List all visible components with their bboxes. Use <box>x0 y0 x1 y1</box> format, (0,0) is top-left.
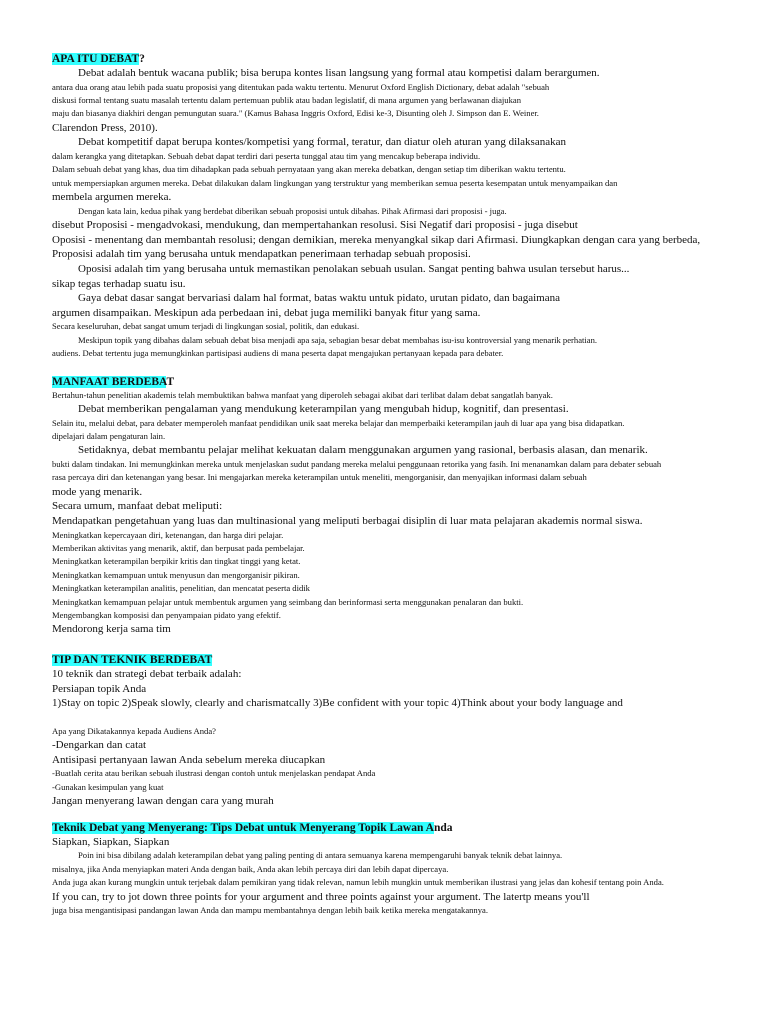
section-body <box>52 667 768 809</box>
text-line: Secara umum, manfaat debat meliputi: <box>52 500 223 513</box>
text-line: -Dengarkan dan catat <box>52 739 147 752</box>
text-line: Mengembangkan komposisi dan penyampaian pidato yang efektif. <box>52 610 281 621</box>
heading-rest: nda <box>433 821 453 834</box>
text-line: Proposisi adalah tim yang berusaha untuk mendapatkan penerimaan terhadap sebuah proposisi. <box>52 248 471 261</box>
text-line: audiens. Debat tertentu juga memungkinkan partisipasi audiens di mana peserta dapat mengajukan pertanyaan kepada para debater. <box>52 348 504 359</box>
text-line: misalnya, jika Anda menyiapkan materi Anda dengan baik, Anda akan lebih percaya diri dan lebih dapat dipercaya. <box>52 863 449 874</box>
text-line: Meningkatkan kepercayaan diri, ketenangan, dan harga diri pelajar. <box>52 529 284 540</box>
text-line: Meskipun topik yang dibahas dalam sebuah debat bisa menjadi apa saja, sebagian besar debat membahas isu-isu kontroversial yang menarik perhatian. <box>78 334 598 345</box>
text-line: Selain itu, melalui debat, para debater memperoleh manfaat pendidikan unik saat mereka belajar dan memperbaiki keterampilan jauh di luar apa yang bisa didapatkan. <box>52 417 625 428</box>
text-line: dipelajari dalam pengaturan lain. <box>52 431 166 441</box>
text-line: Meningkatkan keterampilan berpikir kritis dan tingkat tinggi yang ketat. <box>52 556 301 567</box>
text-line: rasa percaya diri dan ketenangan yang besar. Ini mengajarkan mereka keterampilan untuk meneliti, mengorganisir, dan menyajikan informasi dalam sebuah <box>52 472 587 483</box>
text-line: diskusi formal tentang suatu masalah tertentu dalam pertemuan publik atau badan legislatif, di mana argumen yang berlawanan diajukan <box>52 95 522 105</box>
text-line: Mendorong kerja sama tim <box>52 623 171 636</box>
text-line: Anda juga akan kurang mungkin untuk terjebak dalam pemikiran yang tidak relevan, namun lebih mungkin untuk memberikan ilustrasi yang jelas dan kohesif tentang poin Anda. <box>52 877 664 888</box>
text-line: Meningkatkan kemampuan untuk menyusun dan mengorganisir pikiran. <box>52 569 300 580</box>
text-line: Debat adalah bentuk wacana publik; bisa berupa kontes lisan langsung yang formal atau kompetisi dalam berargumen. <box>78 67 600 79</box>
text-line: Oposisi - menentang dan membantah resolusi; dengan demikian, mereka menyangkal sikap dari Afirmasi. Diungkapkan dengan cara yang berbeda, <box>52 233 701 246</box>
text-line: Siapkan, Siapkan, Siapkan <box>52 835 170 848</box>
section-heading <box>52 653 768 667</box>
section-body <box>52 835 768 918</box>
heading-rest: ? <box>139 53 145 65</box>
section-body <box>52 66 768 361</box>
text-line: Bertahun-tahun penelitian akademis telah membuktikan bahwa manfaat yang diperoleh sebagai akibat dari terlibat dalam debat sangatlah banyak. <box>52 389 553 400</box>
heading-highlight: APA ITU DEBAT <box>52 53 140 65</box>
section-tip-dan-teknik <box>52 653 768 809</box>
text-line: 10 teknik dan strategi debat terbaik adalah: <box>52 668 242 681</box>
text-line: sikap tegas terhadap suatu isu. <box>52 277 186 290</box>
text-line: disebut Proposisi - mengadvokasi, mendukung, dan mempertahankan resolusi. Sisi Negatif dari proposisi - juga disebut <box>52 219 578 232</box>
text-line: argumen disampaikan. Meskipun ada perbedaan ini, debat juga memiliki banyak fitur yang sama. <box>52 306 481 319</box>
text-line: juga bisa mengantisipasi pandangan lawan Anda dan mampu membantahnya dengan lebih baik ketika mereka mengatakannya. <box>52 905 488 916</box>
text-line: Debat kompetitif dapat berupa kontes/kompetisi yang formal, teratur, dan diatur oleh aturan yang dilaksanakan <box>78 136 566 149</box>
section-body <box>52 389 768 637</box>
text-line: If you can, try to jot down three points for your argument and three points against your argument. The latertp means you'll <box>52 890 590 903</box>
text-line: Dalam sebuah debat yang khas, dua tim dihadapkan pada sebuah pernyataan yang akan mereka debatkan, dengan setiap tim diberikan waktu tertentu. <box>52 164 566 175</box>
text-line: Oposisi adalah tim yang berusaha untuk memastikan penolakan sebuah usulan. Sangat penting bahwa usulan tersebut harus... <box>78 263 630 275</box>
section-apa-itu-debat <box>52 52 768 361</box>
heading-highlight: TIP DAN TEKNIK BERDEBAT <box>52 654 213 667</box>
heading-highlight: MANFAAT BERDEBA <box>52 375 167 388</box>
text-line: Meningkatkan kemampuan pelajar untuk membentuk argumen yang seimbang dan berinformasi serta menggunakan penalaran dan bukti. <box>52 596 524 607</box>
text-line: Jangan menyerang lawan dengan cara yang murah <box>52 795 274 808</box>
text-line: Mendapatkan pengetahuan yang luas dan multinasional yang meliputi berbagai disiplin di luar mata pelajaran akademis normal siswa. <box>52 515 643 527</box>
heading-rest: T <box>166 375 175 388</box>
section-heading <box>52 52 768 66</box>
text-line: Persiapan topik Anda <box>52 682 147 695</box>
section-heading <box>52 821 768 835</box>
section-heading <box>52 375 768 389</box>
heading-highlight: Teknik Debat yang Menyerang: Tips Debat untuk Menyerang Topik Lawan A <box>52 821 434 834</box>
text-line: Gaya debat dasar sangat bervariasi dalam hal format, batas waktu untuk pidato, urutan pidato, dan bagaimana <box>78 292 560 305</box>
text-line: Clarendon Press, 2010). <box>52 121 158 134</box>
text-line: untuk mempersiapkan argumen mereka. Debat dilakukan dalam lingkungan yang terstruktur yang memberikan semua peserta kesempatan untuk menyampaikan dan <box>52 177 618 188</box>
section-teknik-menyerang <box>52 821 768 918</box>
text-line: Poin ini bisa dibilang adalah keterampilan debat yang paling penting di antara semuanya karena mempengaruhi banyak teknik debat lainnya. <box>78 850 563 861</box>
text-line: Apa yang Dikatakannya kepada Audiens Anda? <box>52 725 216 736</box>
text-line: maju dan biasanya diakhiri dengan pemungutan suara." (Kamus Bahasa Inggris Oxford, Edisi ke-3, Disunting oleh J. Simpson dan E. Weiner. <box>52 108 539 119</box>
text-line: mode yang menarik. <box>52 485 143 498</box>
text-line: Debat memberikan pengalaman yang mendukung keterampilan yang mengubah hidup, kognitif, dan presentasi. <box>78 403 569 415</box>
section-manfaat-berdebat <box>52 375 768 637</box>
text-line: -Buatlah cerita atau berikan sebuah ilustrasi dengan contoh untuk menjelaskan pendapat Anda <box>52 768 376 779</box>
text-line: dalam kerangka yang ditetapkan. Sebuah debat dapat terdiri dari peserta tunggal atau tim yang mencakup beberapa individu. <box>52 151 481 161</box>
text-line: Memberikan aktivitas yang menarik, aktif, dan berpusat pada pembelajar. <box>52 543 305 553</box>
text-line: antara dua orang atau lebih pada suatu proposisi yang ditentukan pada waktu tertentu. Menurut Oxford English Dictionary, debat adalah "sebuah <box>52 81 550 92</box>
text-line: Setidaknya, debat membantu pelajar melihat kekuatan dalam menggunakan argumen yang rasional, berbasis alasan, dan menarik. <box>78 444 648 457</box>
text-line: bukti dalam tindakan. Ini memungkinkan mereka untuk menjelaskan sudut pandang mereka melalui penggunaan retorika yang fasih. Ini menanamkan dalam para debater sebuah <box>52 459 662 469</box>
text-line: Meningkatkan keterampilan analitis, penelitian, dan mencatat peserta didik <box>52 583 310 594</box>
text-line: Dengan kata lain, kedua pihak yang berdebat diberikan sebuah proposisi untuk dibahas. Pihak Afirmasi dari proposisi - juga. <box>78 205 507 216</box>
text-line: membela argumen mereka. <box>52 191 172 204</box>
text-line: Secara keseluruhan, debat sangat umum terjadi di lingkungan sosial, politik, dan edukasi. <box>52 321 360 332</box>
text-line: Antisipasi pertanyaan lawan Anda sebelum mereka diucapkan <box>52 753 326 766</box>
text-line: -Gunakan kesimpulan yang kuat <box>52 781 164 792</box>
text-line: 1)Stay on topic 2)Speak slowly, clearly and charismatcally 3)Be confident with your topic 4)Think about your body language and <box>52 697 623 710</box>
text-line <box>52 711 768 725</box>
